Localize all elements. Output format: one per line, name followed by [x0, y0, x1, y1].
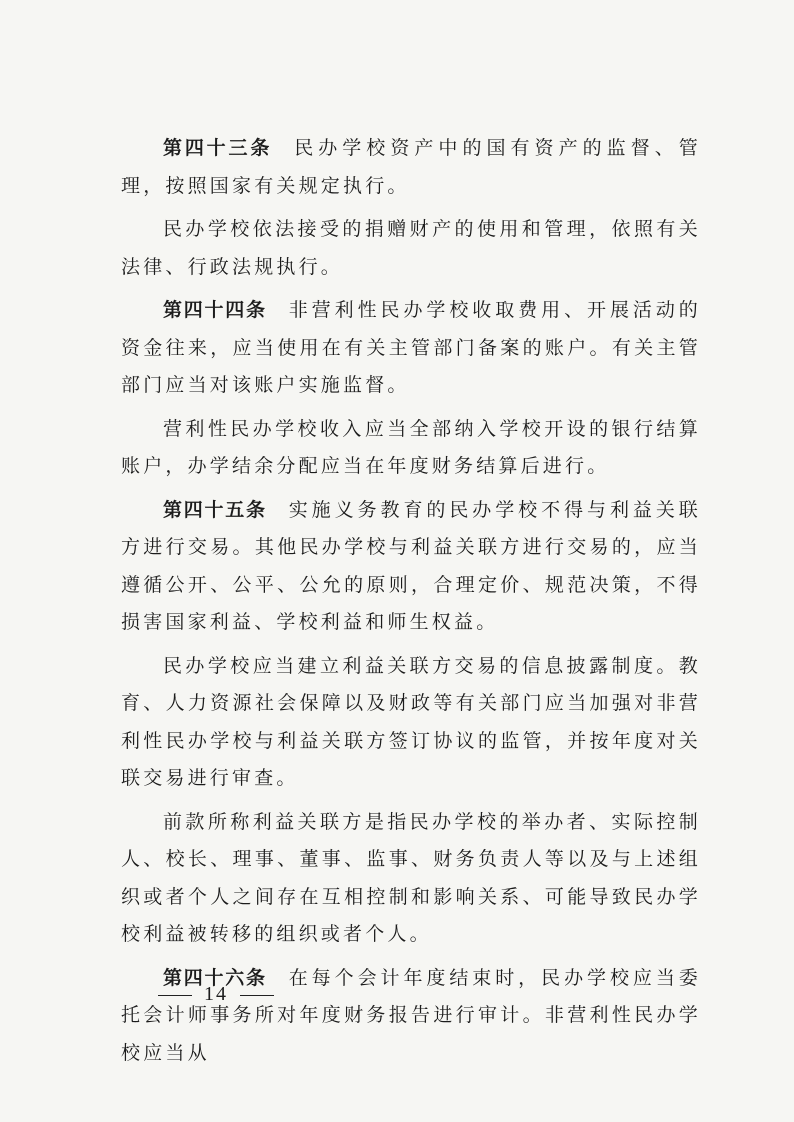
footer-dash-right [240, 995, 274, 996]
paragraph [121, 130, 701, 205]
paragraph-text: 民办学校依法接受的捐赠财产的使用和管理，依照有关法律、行政法规执行。 [121, 218, 701, 278]
article-heading: 第四十三条 [163, 137, 273, 159]
article-heading: 第四十六条 [163, 966, 267, 989]
paragraph [121, 648, 701, 798]
paragraph [121, 960, 701, 1073]
article-heading: 第四十五条 [163, 498, 267, 521]
paragraph-text: 前款所称利益关联方是指民办学校的举办者、实际控制人、校长、理事、董事、监事、财务负责人等以及与上述组织或者个人之间存在互相控制和影响关系、可能导致民办学校利益被转移的组织或者个人。 [121, 810, 701, 945]
paragraph [121, 292, 701, 405]
article-heading: 第四十四条 [163, 299, 267, 321]
paragraph-text: 民办学校应当建立利益关联方交易的信息披露制度。教育、人力资源社会保障以及财政等有关部门应当加强对非营利性民办学校与利益关联方签订协议的监管，并按年度对关联交易进行审查。 [121, 654, 701, 789]
footer-dash-left [158, 995, 192, 996]
page-number: 14 [204, 983, 228, 1005]
paragraph-text: 实施义务教育的民办学校不得与利益关联方进行交易。其他民办学校与利益关联方进行交易的，应当遵循公开、公平、公允的原则，合理定价、规范决策，不得损害国家利益、学校利益和师生权益。 [121, 498, 701, 633]
page-footer [146, 983, 286, 1006]
paragraph-text: 营利性民办学校收入应当全部纳入学校开设的银行结算账户，办学结余分配应当在年度财务结算后进行。 [121, 417, 701, 477]
paragraph [121, 492, 701, 642]
paragraph-text: 民办学校资产中的国有资产的监督、管理，按照国家有关规定执行。 [121, 137, 701, 197]
paragraph-text: 在每个会计年度结束时，民办学校应当委托会计师事务所对年度财务报告进行审计。非营利性民办学校应当从 [121, 966, 701, 1064]
paragraph [121, 411, 701, 486]
paragraph-text: 非营利性民办学校收取费用、开展活动的资金往来，应当使用在有关主管部门备案的账户。有关主管部门应当对该账户实施监督。 [121, 299, 701, 396]
paragraph [121, 211, 701, 286]
document-body [121, 130, 701, 1078]
paragraph [121, 804, 701, 954]
